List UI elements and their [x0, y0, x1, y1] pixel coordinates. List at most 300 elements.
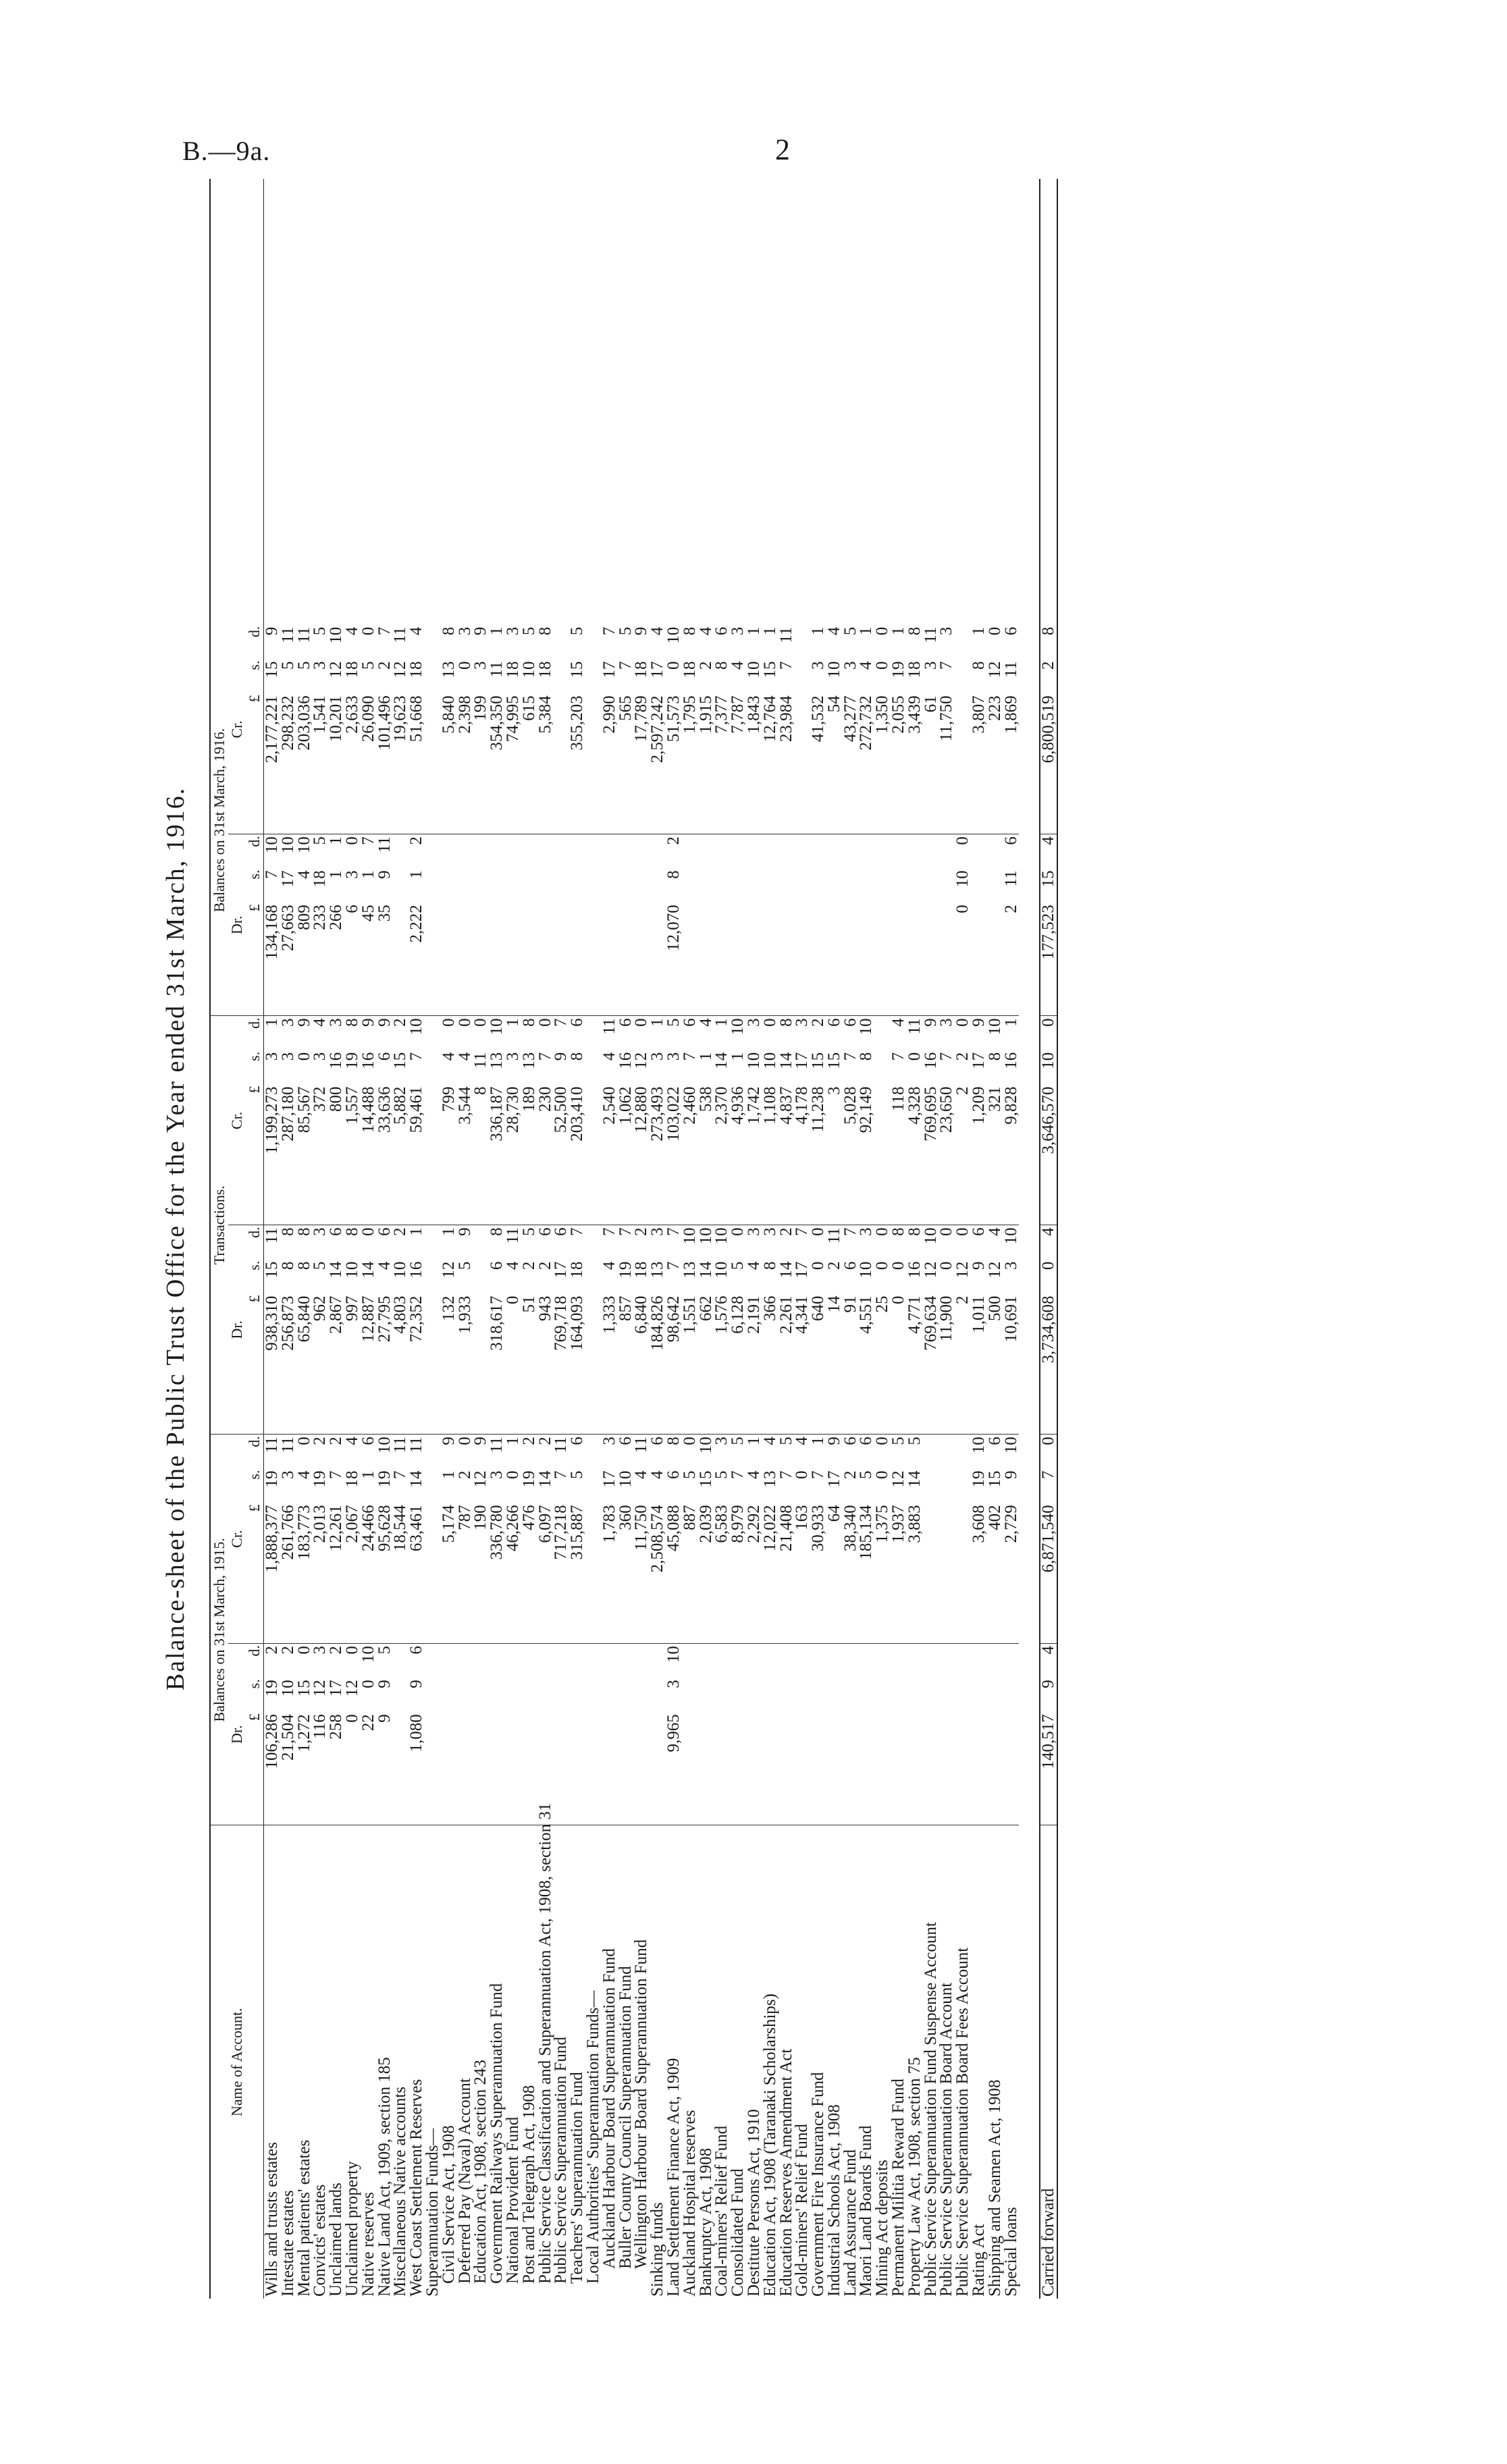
amount-t-dr-pounds: 1,933 [457, 1293, 473, 1434]
amount-o-cr-pence: 11 [407, 1437, 426, 1453]
amount-c-dr-shillings: 3 [342, 870, 361, 879]
amount-o-dr-shillings [987, 1678, 1003, 1712]
amount-o-cr-shillings: 1 [359, 1470, 377, 1480]
amount-t-cr-pence: 8 [519, 1018, 538, 1027]
amount-c-dr-shillings [778, 868, 795, 903]
spacer-cell [874, 179, 891, 625]
amount-c-cr-pence: 4 [824, 626, 843, 636]
amount-o-cr-pounds: 2,729 [1003, 1503, 1020, 1643]
amount-c-cr-pence: 8 [439, 626, 458, 636]
amount-t-cr-shillings: 7 [407, 1052, 426, 1061]
amount-t-cr-pounds: 189 [521, 1085, 537, 1225]
table-row [794, 179, 810, 2299]
amount-t-dr-pence: 7 [793, 1227, 812, 1236]
spacer-cell [698, 179, 714, 625]
amount-t-dr-pounds: 65,840 [296, 1293, 313, 1434]
amount-t-cr-pence: 4 [696, 1018, 715, 1027]
amount-c-cr-pence: 1 [857, 626, 876, 636]
amount-o-dr-pence [392, 1644, 408, 1678]
amount-o-cr-pounds: 315,887 [569, 1503, 585, 1643]
amount-t-dr-pence: 3 [857, 1227, 876, 1236]
amount-c-cr-shillings: 7 [776, 661, 795, 670]
amount-c-cr-shillings [553, 660, 569, 694]
account-name: Native reserves [359, 2192, 377, 2297]
amount-o-dr-pence [650, 1644, 666, 1678]
amount-c-cr-shillings: 10 [744, 661, 763, 678]
account-name: Unclaimed property [342, 2161, 361, 2297]
amount-o-cr-shillings: 12 [889, 1470, 908, 1488]
amount-o-dr-pounds [521, 1712, 537, 1825]
amount-o-cr-shillings: 1 [439, 1470, 458, 1480]
amount-c-cr-pence: 3 [455, 626, 474, 636]
spacer-cell [585, 179, 602, 625]
amount-t-cr-pence: 0 [455, 1018, 474, 1027]
amount-t-cr-pounds: 2,460 [682, 1085, 698, 1225]
amount-c-cr-pounds: 1,350 [874, 693, 891, 834]
amount-t-cr-pounds: 118 [891, 1085, 907, 1225]
amount-o-dr-pounds [858, 1712, 874, 1825]
amount-o-dr-pence [457, 1644, 473, 1678]
amount-t-dr-shillings: 10 [342, 1261, 361, 1279]
amount-c-dr-pounds [425, 903, 441, 1016]
amount-t-dr-pence: 2 [632, 1227, 651, 1236]
amount-t-cr-pounds: 321 [987, 1085, 1003, 1225]
amount-t-dr-pence: 7 [664, 1227, 683, 1236]
account-name: Education Act, 1908 (Taranaki Scholarships) [760, 1993, 779, 2297]
amount-o-dr-pence [746, 1644, 762, 1678]
amount-c-dr-shillings [794, 868, 810, 903]
spacer-cell [746, 179, 762, 625]
amount-o-dr-pence [778, 1644, 795, 1678]
amount-t-cr-pounds [425, 1085, 441, 1225]
amount-c-dr-pence: 10 [278, 836, 297, 854]
table-row [489, 179, 505, 2299]
amount-c-cr-pence: 8 [680, 626, 699, 636]
unit-pounds: £ [246, 903, 264, 1016]
amount-o-cr-pence: 2 [535, 1437, 554, 1445]
amount-o-cr-shillings: 7 [1040, 1469, 1057, 1503]
amount-o-cr-shillings: 18 [342, 1470, 361, 1488]
amount-c-dr-pounds [923, 903, 939, 1016]
amount-c-dr-pence [714, 834, 730, 869]
amount-t-dr-pence: 0 [809, 1227, 828, 1236]
amount-t-cr-pounds: 1,557 [344, 1085, 361, 1225]
amount-t-dr-shillings: 9 [970, 1261, 988, 1270]
amount-o-dr-pounds [843, 1712, 859, 1825]
table-row [328, 179, 344, 2299]
amount-t-dr-shillings: 2 [519, 1261, 538, 1270]
amount-t-cr-pounds: 372 [312, 1085, 328, 1225]
amount-c-cr-pence: 4 [407, 626, 426, 636]
amount-c-cr-pence: 3 [937, 626, 956, 636]
amount-t-dr-pence [473, 1225, 489, 1260]
amount-o-dr-shillings [746, 1678, 762, 1712]
amount-o-dr-shillings [457, 1678, 473, 1712]
amount-c-dr-pence [505, 834, 521, 869]
amount-t-dr-shillings: 5 [455, 1261, 474, 1270]
amount-c-cr-shillings: 3 [471, 661, 490, 670]
amount-o-dr-shillings [633, 1678, 650, 1712]
amount-t-cr-shillings: 7 [841, 1052, 860, 1061]
table-row [553, 179, 569, 2299]
amount-c-dr-pounds [874, 903, 891, 1016]
amount-o-cr-shillings: 4 [648, 1470, 667, 1480]
amount-t-dr-pounds: 6,840 [633, 1293, 650, 1434]
spacer-cell [425, 179, 441, 625]
amount-t-cr-pounds: 336,187 [489, 1085, 505, 1225]
amount-t-dr-pence: 11 [263, 1227, 281, 1244]
amount-c-cr-pence: 0 [985, 626, 1004, 636]
amount-o-cr-pounds [585, 1503, 602, 1643]
amount-o-cr-pounds: 2,013 [312, 1503, 328, 1643]
amount-o-dr-pounds [907, 1712, 923, 1825]
amount-o-dr-pounds [891, 1712, 907, 1825]
amount-c-dr-pence [425, 834, 441, 869]
amount-c-cr-pounds: 2,990 [602, 693, 618, 834]
table-row [955, 179, 971, 2299]
amount-c-cr-pounds: 54 [826, 693, 843, 834]
amount-t-cr-pence: 8 [776, 1018, 795, 1027]
amount-o-dr-pence: 10 [359, 1646, 377, 1663]
amount-t-dr-pence: 7 [841, 1227, 860, 1236]
amount-o-cr-pounds: 6,871,540 [1040, 1503, 1057, 1643]
amount-o-dr-shillings: 12 [342, 1680, 361, 1697]
amount-c-dr-pounds [521, 903, 537, 1016]
amount-t-dr-pence: 10 [680, 1227, 699, 1245]
amount-c-cr-pence: 5 [616, 626, 635, 636]
spacer-cell [730, 179, 746, 625]
table-row [938, 179, 955, 2299]
amount-t-cr-pence: 10 [487, 1018, 506, 1036]
amount-c-dr-pounds [698, 903, 714, 1016]
spacer-cell [682, 179, 698, 625]
amount-o-dr-pounds [810, 1712, 826, 1825]
amount-t-cr-pence: 6 [568, 1018, 587, 1027]
amount-t-dr-pence: 11 [824, 1227, 843, 1244]
amount-t-cr-pence: 0 [760, 1018, 779, 1027]
amount-c-dr-pounds [553, 903, 569, 1016]
amount-t-dr-pounds: 3,734,608 [1040, 1293, 1057, 1434]
amount-c-cr-pence: 10 [664, 626, 683, 644]
amount-t-dr-pounds: 4,803 [392, 1293, 408, 1434]
amount-c-cr-shillings: 18 [632, 661, 651, 678]
amount-c-dr-shillings [505, 868, 521, 903]
amount-o-cr-pence [923, 1435, 939, 1469]
amount-o-cr-shillings: 4 [744, 1470, 763, 1480]
spacer-cell [891, 179, 907, 625]
amount-o-cr-shillings: 14 [407, 1470, 426, 1488]
amount-o-dr-shillings [730, 1678, 746, 1712]
amount-t-dr-pence: 8 [294, 1227, 313, 1236]
amount-c-cr-shillings: 0 [664, 661, 683, 670]
account-name: Bankruptcy Act, 1908 [696, 2147, 715, 2297]
amount-t-cr-pence: 6 [841, 1018, 860, 1027]
amount-c-cr-pence [794, 625, 810, 660]
amount-o-dr-shillings [682, 1678, 698, 1712]
amount-t-dr-pence: 0 [953, 1227, 972, 1236]
amount-o-cr-pence: 11 [278, 1437, 297, 1453]
amount-c-dr-pounds [537, 903, 554, 1016]
amount-o-dr-pounds [1003, 1712, 1020, 1825]
table-row [408, 179, 425, 2299]
unit-pence: d. [246, 1017, 263, 1029]
amount-t-dr-pounds [473, 1293, 489, 1434]
table-row [874, 179, 891, 2299]
amount-t-dr-pounds: 2,867 [328, 1293, 344, 1434]
amount-o-dr-shillings [602, 1678, 618, 1712]
amount-o-cr-pounds: 8,979 [730, 1503, 746, 1643]
amount-t-dr-shillings: 16 [407, 1261, 426, 1279]
spacer-cell [714, 179, 730, 625]
spacer-cell [1003, 179, 1020, 625]
amount-t-dr-pounds: 1,011 [971, 1293, 987, 1434]
table-row [633, 179, 650, 2299]
table-row [280, 179, 296, 2299]
amount-o-cr-pence [955, 1435, 971, 1469]
rotated-table-block [149, 179, 1330, 2299]
amount-c-dr-pence [810, 834, 826, 869]
amount-o-cr-pounds: 717,218 [553, 1503, 569, 1643]
amount-c-cr-pounds: 5,384 [537, 693, 554, 834]
amount-o-dr-shillings: 9 [375, 1680, 394, 1688]
amount-t-cr-pence: 10 [729, 1018, 747, 1036]
amount-c-cr-shillings: 7 [937, 661, 956, 670]
amount-o-cr-shillings: 5 [857, 1470, 876, 1480]
amount-t-cr-pounds: 1,209 [971, 1085, 987, 1225]
table-row [457, 179, 473, 2299]
amount-c-cr-pence: 1 [744, 626, 763, 636]
amount-c-cr-pence: 0 [359, 626, 377, 636]
amount-o-dr-shillings [923, 1678, 939, 1712]
amount-t-dr-pence: 0 [937, 1227, 956, 1236]
amount-o-cr-shillings: 15 [696, 1470, 715, 1488]
amount-c-cr-pence: 4 [648, 626, 667, 636]
amount-c-dr-pence: 10 [294, 836, 313, 854]
amount-t-cr-pounds: 4,936 [730, 1085, 746, 1225]
table-row [312, 179, 328, 2299]
amount-c-cr-shillings: 12 [985, 661, 1004, 678]
amount-c-cr-pounds: 354,350 [489, 693, 505, 834]
amount-c-dr-shillings [473, 868, 489, 903]
amount-t-dr-shillings: 14 [696, 1261, 715, 1279]
amount-c-cr-shillings: 4 [857, 661, 876, 670]
amount-o-cr-shillings: 15 [985, 1470, 1004, 1488]
amount-t-dr-pounds: 769,634 [923, 1293, 939, 1434]
amount-o-cr-shillings: 14 [535, 1470, 554, 1488]
amount-t-cr-shillings: 7 [889, 1052, 908, 1061]
amount-c-dr-shillings [762, 868, 778, 903]
amount-t-dr-pence: 9 [455, 1227, 474, 1236]
amount-c-cr-shillings: 18 [905, 661, 924, 678]
amount-t-dr-shillings: 12 [439, 1261, 458, 1279]
amount-c-dr-pounds [987, 903, 1003, 1016]
account-name: Permanent Militia Reward Fund [889, 2079, 908, 2297]
amount-c-dr-pounds [907, 903, 923, 1016]
amount-o-cr-pence: 11 [391, 1437, 410, 1453]
unit-pounds: £ [246, 1085, 264, 1225]
amount-c-dr-shillings: 17 [278, 870, 297, 888]
amount-t-cr-pence: 0 [1040, 1016, 1057, 1050]
amount-t-cr-pence: 6 [616, 1018, 635, 1027]
amount-o-cr-pounds: 3,883 [907, 1503, 923, 1643]
amount-o-dr-shillings [810, 1678, 826, 1712]
account-name: Sinking funds [648, 2202, 667, 2297]
amount-c-cr-pounds: 223 [987, 693, 1003, 834]
amount-o-cr-pence: 10 [375, 1437, 394, 1454]
amount-t-cr-pounds: 4,837 [778, 1085, 795, 1225]
amount-t-dr-pence: 1 [439, 1227, 458, 1236]
account-name: Civil Service Act, 1908 [439, 2125, 458, 2284]
amount-c-dr-shillings [907, 868, 923, 903]
amount-t-cr-pounds: 92,149 [858, 1085, 874, 1225]
amount-c-dr-pounds: 134,168 [264, 903, 280, 1016]
amount-c-cr-shillings: 18 [680, 661, 699, 678]
amount-o-dr-pounds [489, 1712, 505, 1825]
amount-t-cr-pounds: 33,636 [377, 1085, 393, 1225]
amount-o-cr-shillings [938, 1469, 955, 1503]
amount-o-cr-pounds: 6,583 [714, 1503, 730, 1643]
amount-c-dr-shillings: 10 [953, 870, 972, 888]
amount-c-cr-shillings: 15 [263, 661, 281, 678]
amount-t-dr-pence: 4 [985, 1227, 1004, 1236]
amount-o-dr-shillings [843, 1678, 859, 1712]
amount-t-cr-pence: 4 [311, 1018, 329, 1027]
amount-o-dr-pence [698, 1644, 714, 1678]
amount-c-dr-shillings [858, 868, 874, 903]
amount-t-cr-pence: 0 [953, 1018, 972, 1027]
amount-c-cr-pence: 9 [632, 626, 651, 636]
amount-t-dr-pounds: 72,352 [408, 1293, 425, 1434]
amount-c-dr-pounds [489, 903, 505, 1016]
amount-t-dr-shillings: 8 [760, 1261, 779, 1270]
amount-o-cr-pence: 1 [744, 1437, 763, 1445]
amount-t-dr-shillings: 0 [889, 1261, 908, 1270]
account-name: Post and Telegraph Act, 1908 [519, 2085, 538, 2284]
amount-o-cr-shillings: 7 [552, 1470, 571, 1480]
amount-o-dr-pounds: 1,080 [408, 1712, 425, 1825]
amount-c-cr-shillings: 8 [970, 661, 988, 670]
amount-c-dr-pence: 2 [407, 836, 426, 845]
amount-c-dr-pence [602, 834, 618, 869]
account-name: Property Law Act, 1908, section 75 [905, 2057, 924, 2297]
amount-c-cr-pence: 1 [760, 626, 779, 636]
spacer-cell [1040, 179, 1057, 625]
amount-t-dr-shillings: 4 [503, 1261, 522, 1270]
unit-pence: d. [246, 836, 263, 847]
amount-c-dr-pence [987, 834, 1003, 869]
amount-o-cr-pence: 10 [1001, 1437, 1020, 1454]
amount-t-dr-pounds: 25 [874, 1293, 891, 1434]
amount-c-dr-pence [843, 834, 859, 869]
spacer-cell [858, 179, 874, 625]
amount-c-cr-pence: 4 [696, 626, 715, 636]
amount-t-cr-pence: 0 [632, 1018, 651, 1027]
amount-t-cr-pounds: 5,882 [392, 1085, 408, 1225]
amount-o-cr-pounds: 163 [794, 1503, 810, 1643]
amount-t-dr-pence: 6 [535, 1227, 554, 1236]
amount-c-cr-pounds [553, 693, 569, 834]
amount-t-cr-shillings: 0 [905, 1052, 924, 1061]
amount-t-cr-pence: 6 [680, 1018, 699, 1027]
amount-c-cr-shillings: 3 [809, 661, 828, 670]
amount-t-cr-shillings: 3 [278, 1052, 297, 1061]
amount-c-dr-pounds: 6 [344, 903, 361, 1016]
total-row [1040, 179, 1057, 2299]
amount-o-dr-pence: 3 [311, 1646, 329, 1655]
amount-c-dr-pence [874, 834, 891, 869]
amount-t-cr-shillings: 10 [1040, 1050, 1057, 1085]
amount-c-cr-pounds: 1,541 [312, 693, 328, 834]
spacer-cell [264, 179, 280, 625]
amount-o-dr-shillings [858, 1678, 874, 1712]
amount-o-dr-pounds: 1,272 [296, 1712, 313, 1825]
amount-o-cr-pence: 4 [793, 1437, 812, 1445]
amount-t-cr-pence: 0 [439, 1018, 458, 1027]
amount-t-cr-shillings: 14 [776, 1052, 795, 1069]
table-row [987, 179, 1003, 2299]
account-name: Mining Act deposits [873, 2160, 892, 2297]
account-name: Rating Act [970, 2224, 988, 2297]
amount-t-cr-shillings: 0 [294, 1052, 313, 1061]
amount-c-dr-pounds: 45 [361, 903, 377, 1016]
account-name: Coal-miners' Relief Fund [712, 2125, 731, 2297]
spacer-cell [361, 179, 377, 625]
amount-o-cr-pounds: 12,022 [762, 1503, 778, 1643]
amount-o-dr-pounds [505, 1712, 521, 1825]
amount-c-dr-shillings [441, 868, 457, 903]
amount-c-cr-shillings: 10 [519, 661, 538, 678]
spacer-cell [987, 179, 1003, 625]
amount-o-dr-shillings: 10 [278, 1680, 297, 1697]
amount-o-cr-pounds: 402 [987, 1503, 1003, 1643]
amount-c-dr-shillings [618, 868, 634, 903]
amount-t-cr-pounds: 203,410 [569, 1085, 585, 1225]
account-name: Buller County Council Superannuation Fund [616, 1966, 635, 2269]
amount-o-cr-pounds [955, 1503, 971, 1643]
amount-t-dr-shillings: 10 [712, 1261, 731, 1279]
amount-t-dr-pounds: 14 [826, 1293, 843, 1434]
amount-t-cr-pence: 7 [552, 1018, 571, 1027]
amount-o-cr-pence: 9 [439, 1437, 458, 1445]
amount-c-dr-shillings [971, 868, 987, 903]
amount-o-dr-pence [730, 1644, 746, 1678]
amount-t-cr-pounds: 59,461 [408, 1085, 425, 1225]
amount-c-dr-shillings [569, 868, 585, 903]
amount-c-cr-pounds: 10,201 [328, 693, 344, 834]
amount-c-cr-pounds: 7,787 [730, 693, 746, 834]
amount-c-dr-pounds [938, 903, 955, 1016]
amount-t-dr-shillings: 4 [744, 1261, 763, 1270]
amount-t-cr-pence: 9 [921, 1018, 940, 1027]
amount-o-cr-shillings: 0 [503, 1470, 522, 1480]
amount-t-dr-pence: 0 [873, 1227, 892, 1236]
amount-o-dr-pounds [392, 1712, 408, 1825]
table-row [569, 179, 585, 2299]
amount-t-dr-pounds: 4,341 [794, 1293, 810, 1434]
amount-c-cr-pounds: 1,869 [1003, 693, 1020, 834]
amount-t-cr-shillings [874, 1050, 891, 1085]
amount-c-dr-pounds: 177,523 [1040, 903, 1057, 1016]
amount-o-dr-pounds [794, 1712, 810, 1825]
amount-c-dr-pounds: 35 [377, 903, 393, 1016]
amount-t-cr-shillings: 1 [729, 1052, 747, 1061]
amount-o-dr-pence [553, 1644, 569, 1678]
amount-o-cr-pounds: 21,408 [778, 1503, 795, 1643]
amount-o-dr-shillings [521, 1678, 537, 1712]
amount-c-dr-pence [489, 834, 505, 869]
amount-c-dr-shillings [489, 868, 505, 903]
amount-o-cr-pence: 1 [809, 1437, 828, 1445]
